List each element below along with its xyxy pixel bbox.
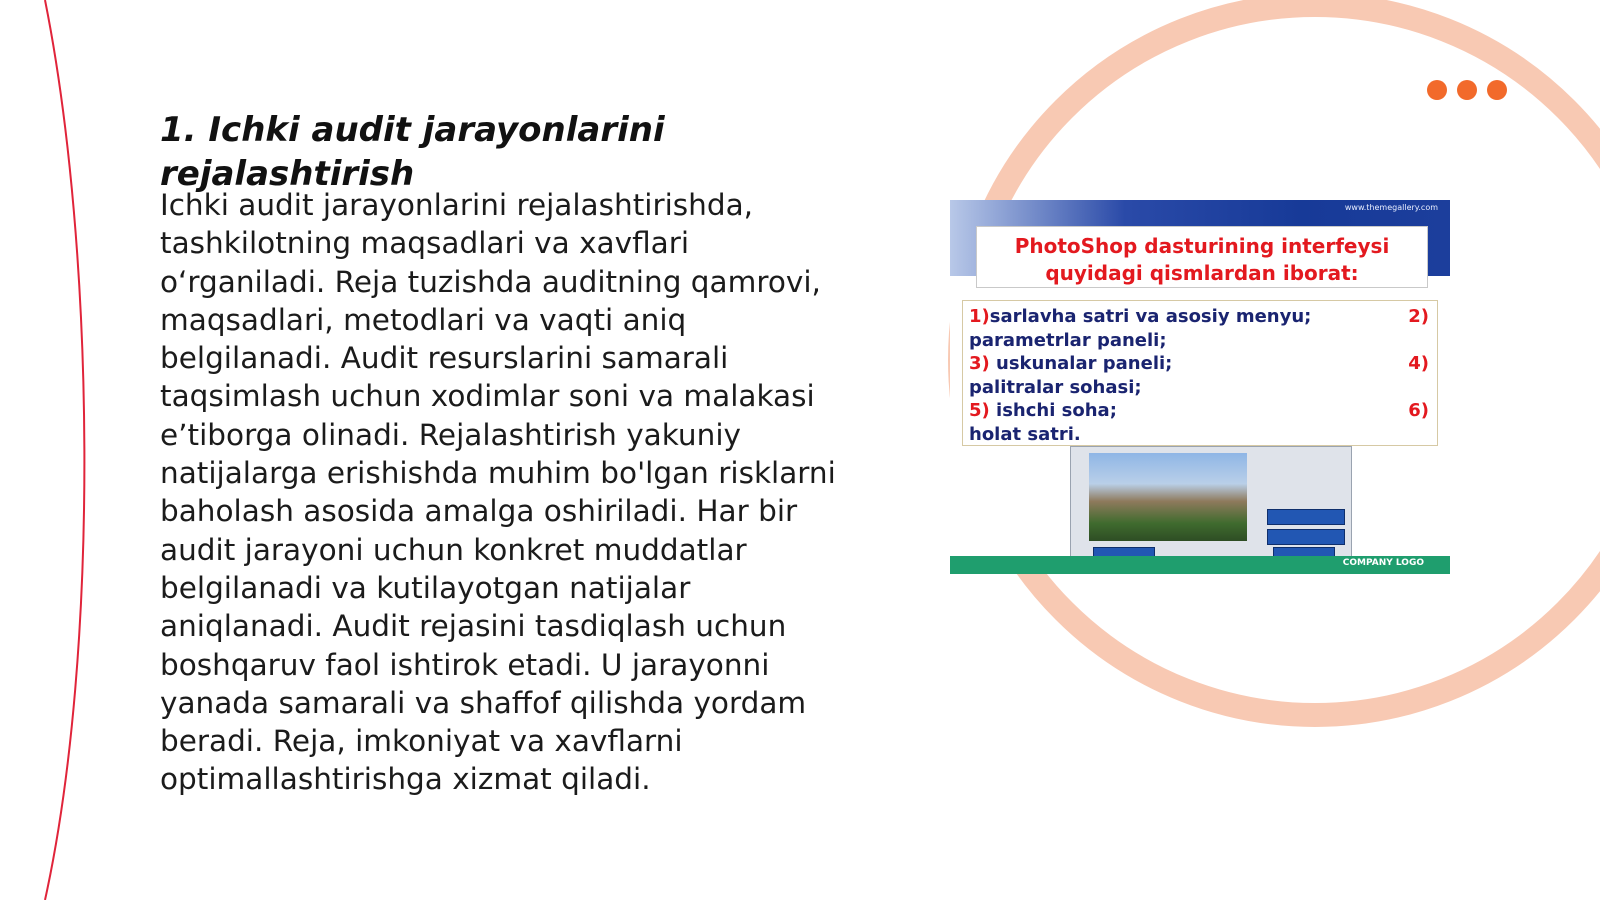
picture-footer-band <box>950 556 1450 574</box>
list-item: 3) uskunalar paneli; 4) <box>969 353 1429 374</box>
list-item: holat satri. <box>969 423 1081 445</box>
picture-list <box>969 305 1429 446</box>
slide-body-text: Ichki audit jarayonlarini rejalashtirishda, tashkilotning maqsadlari va xavflari o‘rganiladi. Reja tuzishda auditning qamrovi, maqsadlari, metodlari va vaqti aniq belgilanadi. Audit resurslarini samarali taqsimlash uchun xodimlar soni va malakasi e’tiborga olinadi. Rejalashtirish yakuniy natijalarga erishishda muhim bo'lgan risklarni baholash asosida amalga oshiriladi. Har bir audit jarayoni uchun konkret muddatlar belgilanadi va kutilayotgan natijalar aniqlanadi. Audit rejasini tasdiqlash uchun boshqaruv faol ishtirok etadi. U jarayonni yanada samarali va shaffof qilishda yordam beradi. Reja, imkoniyat va xavflarni optimallashtirishga xizmat qiladi. <box>160 188 836 797</box>
dot-2 <box>1457 80 1477 100</box>
slide-title: 1. Ichki audit jarayonlarini rejalashtirish <box>160 110 665 194</box>
list-item: 5) ishchi soha; 6) <box>969 400 1429 421</box>
list-item: 1)sarlavha satri va asosiy menyu; 2) <box>969 306 1429 327</box>
panel-button <box>1267 509 1345 525</box>
company-logo-text: COMPANY LOGO <box>1342 558 1424 568</box>
picture-title: PhotoShop dasturining interfeysi quyidagi qismlardan iborat: <box>1014 234 1390 285</box>
decorative-dots <box>1427 80 1507 100</box>
photoshop-interface-picture <box>950 200 1450 574</box>
picture-title-box <box>976 226 1428 288</box>
dot-3 <box>1487 80 1507 100</box>
left-red-curve <box>45 0 84 900</box>
building-photo <box>1089 453 1247 541</box>
list-item: parametrlar paneli; <box>969 329 1167 351</box>
dot-1 <box>1427 80 1447 100</box>
panel-button <box>1267 529 1345 545</box>
picture-url-text: www.themegallery.com <box>1344 203 1438 212</box>
list-item: palitralar sohasi; <box>969 376 1142 398</box>
picture-list-box <box>962 300 1438 446</box>
photoshop-screenshot-thumbnail <box>1070 446 1352 566</box>
